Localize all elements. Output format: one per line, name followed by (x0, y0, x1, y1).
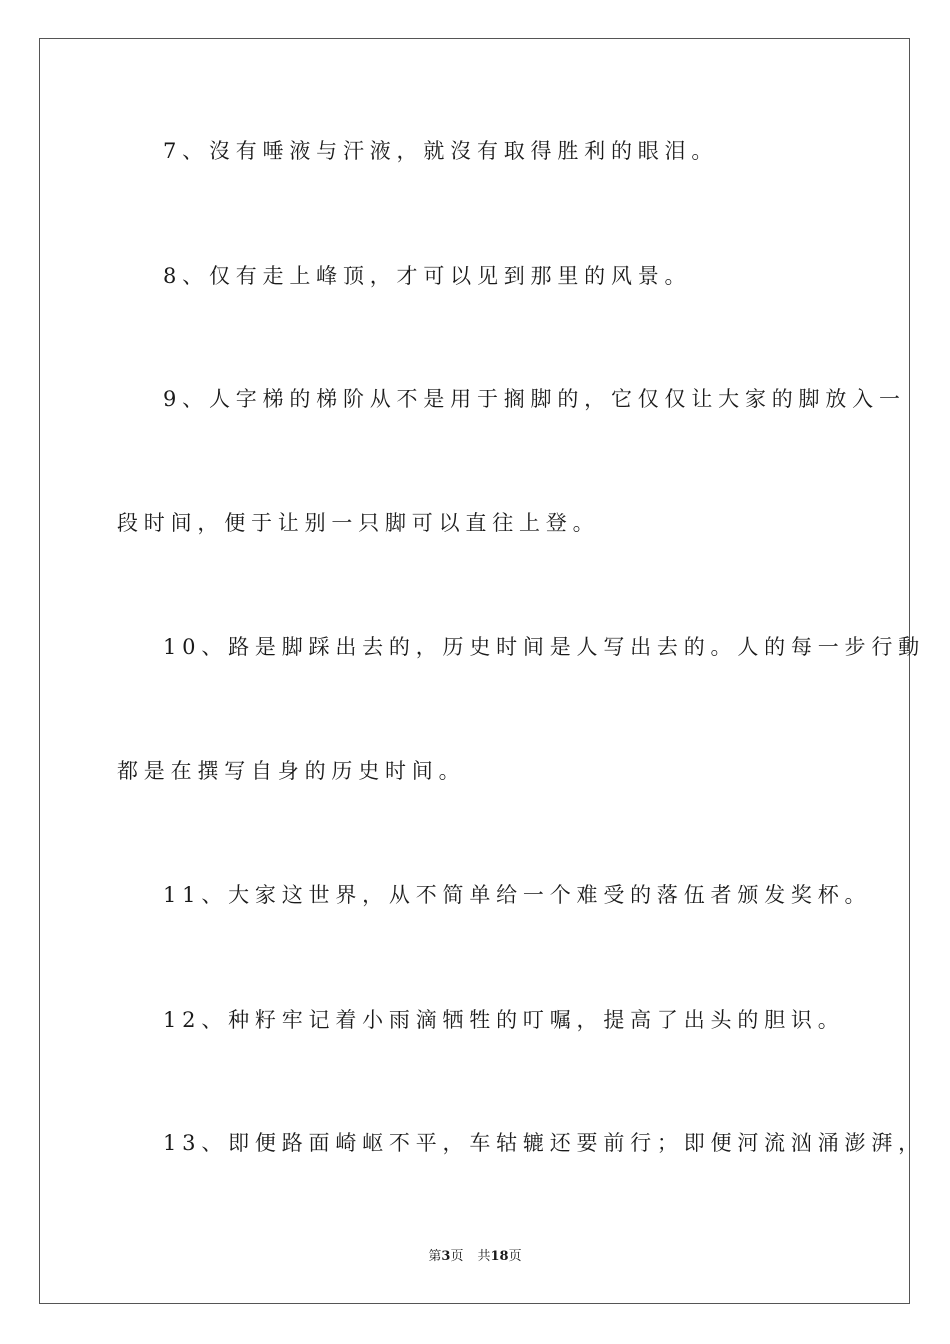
page-border (39, 38, 910, 1304)
footer-total-pages: 18 (490, 1249, 509, 1264)
paragraph-12-line-1: 12、种籽牢记着小雨滴牺牲的叮嘱，提高了出头的胆识。 (163, 1008, 845, 1032)
footer-page-number: 3 (441, 1249, 451, 1264)
paragraph-9-line-1: 9、人字梯的梯阶从不是用于搁脚的，它仅仅让大家的脚放入一 (163, 387, 906, 411)
paragraph-13-line-1: 13、即便路面崎岖不平，车轱辘还要前行；即便河流汹涌澎湃， (163, 1131, 925, 1155)
footer-page-prefix: 第 (428, 1249, 442, 1264)
paragraph-7-line-1: 7、沒有唾液与汗液，就沒有取得胜利的眼泪。 (163, 139, 719, 163)
page-footer (0, 1248, 950, 1266)
paragraph-10-line-1: 10、路是脚踩出去的，历史时间是人写出去的。人的每一步行動 (163, 635, 925, 659)
footer-page-suffix: 页 (450, 1249, 464, 1264)
paragraph-10-line-2: 都是在撰写自身的历史时间。 (117, 759, 466, 783)
paragraph-9-line-2: 段时间，便于让别一只脚可以直往上登。 (117, 511, 600, 535)
paragraph-8-line-1: 8、仅有走上峰顶，才可以见到那里的风景。 (163, 264, 692, 288)
paragraph-11-line-1: 11、大家这世界，从不简单给一个难受的落伍者颁发奖杯。 (163, 883, 872, 907)
footer-total-suffix: 页 (508, 1249, 522, 1264)
footer-total-prefix: 共 (477, 1249, 491, 1264)
